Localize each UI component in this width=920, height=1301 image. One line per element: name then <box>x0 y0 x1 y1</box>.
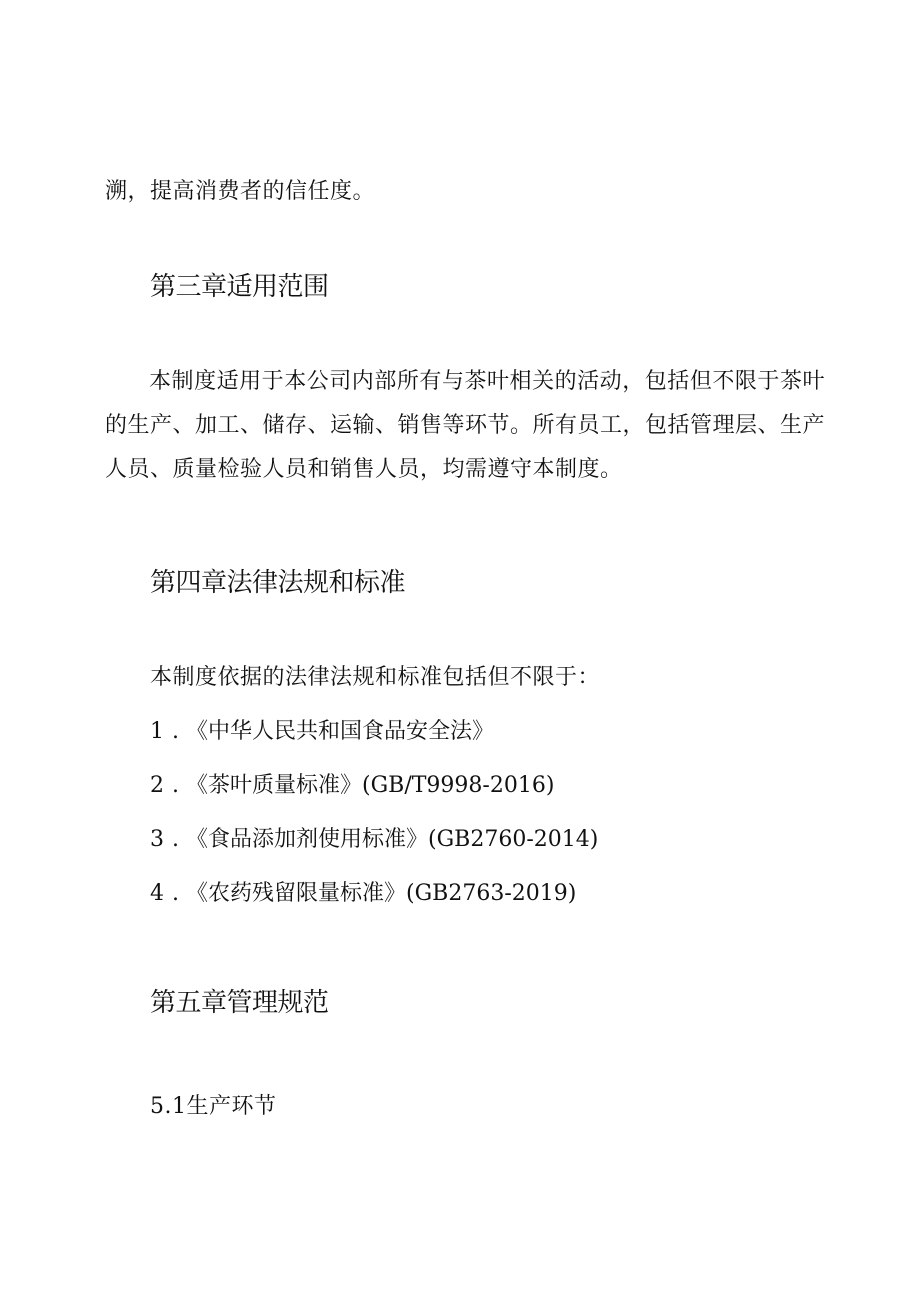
chapter-5-heading: 第五章管理规范 <box>150 988 329 1018</box>
continuation-text: 溯，提高消费者的信任度。 <box>105 179 376 204</box>
chapter-3-paragraph <box>105 360 825 492</box>
section-5-1-heading: 5.1生产环节 <box>150 1094 277 1119</box>
list-item-text: 《农药残留限量标准》(GB2763-2019) <box>186 881 577 906</box>
list-item-number: 4 <box>150 881 164 906</box>
chapter-3-body: 本制度适用于本公司内部所有与茶叶相关的活动，包括但不限于茶叶的生产、加工、储存、运输、销售等环节。所有员工，包括管理层、生产人员、质量检验人员和销售人员，均需遵守本制度。 <box>105 369 826 482</box>
list-item-number: 3 <box>150 827 164 852</box>
list-item-text: 《食品添加剂使用标准》(GB2760-2014) <box>186 827 599 852</box>
list-item: 1 . 《中华人民共和国食品安全法》 <box>150 717 494 747</box>
list-item-text: 《中华人民共和国食品安全法》 <box>186 719 495 744</box>
list-item: 2 . 《茶叶质量标准》(GB/T9998-2016) <box>150 771 554 801</box>
chapter-4-intro: 本制度依据的法律法规和标准包括但不限于： <box>150 665 601 690</box>
chapter-4-heading: 第四章法律法规和标准 <box>150 568 406 598</box>
list-item-text: 《茶叶质量标准》(GB/T9998-2016) <box>186 773 555 798</box>
list-item-number: 2 <box>150 773 164 798</box>
list-item: 4 . 《农药残留限量标准》(GB2763-2019) <box>150 879 576 909</box>
list-item: 3 . 《食品添加剂使用标准》(GB2760-2014) <box>150 825 598 855</box>
chapter-3-heading: 第三章适用范围 <box>150 272 329 302</box>
list-item-number: 1 <box>150 719 164 744</box>
